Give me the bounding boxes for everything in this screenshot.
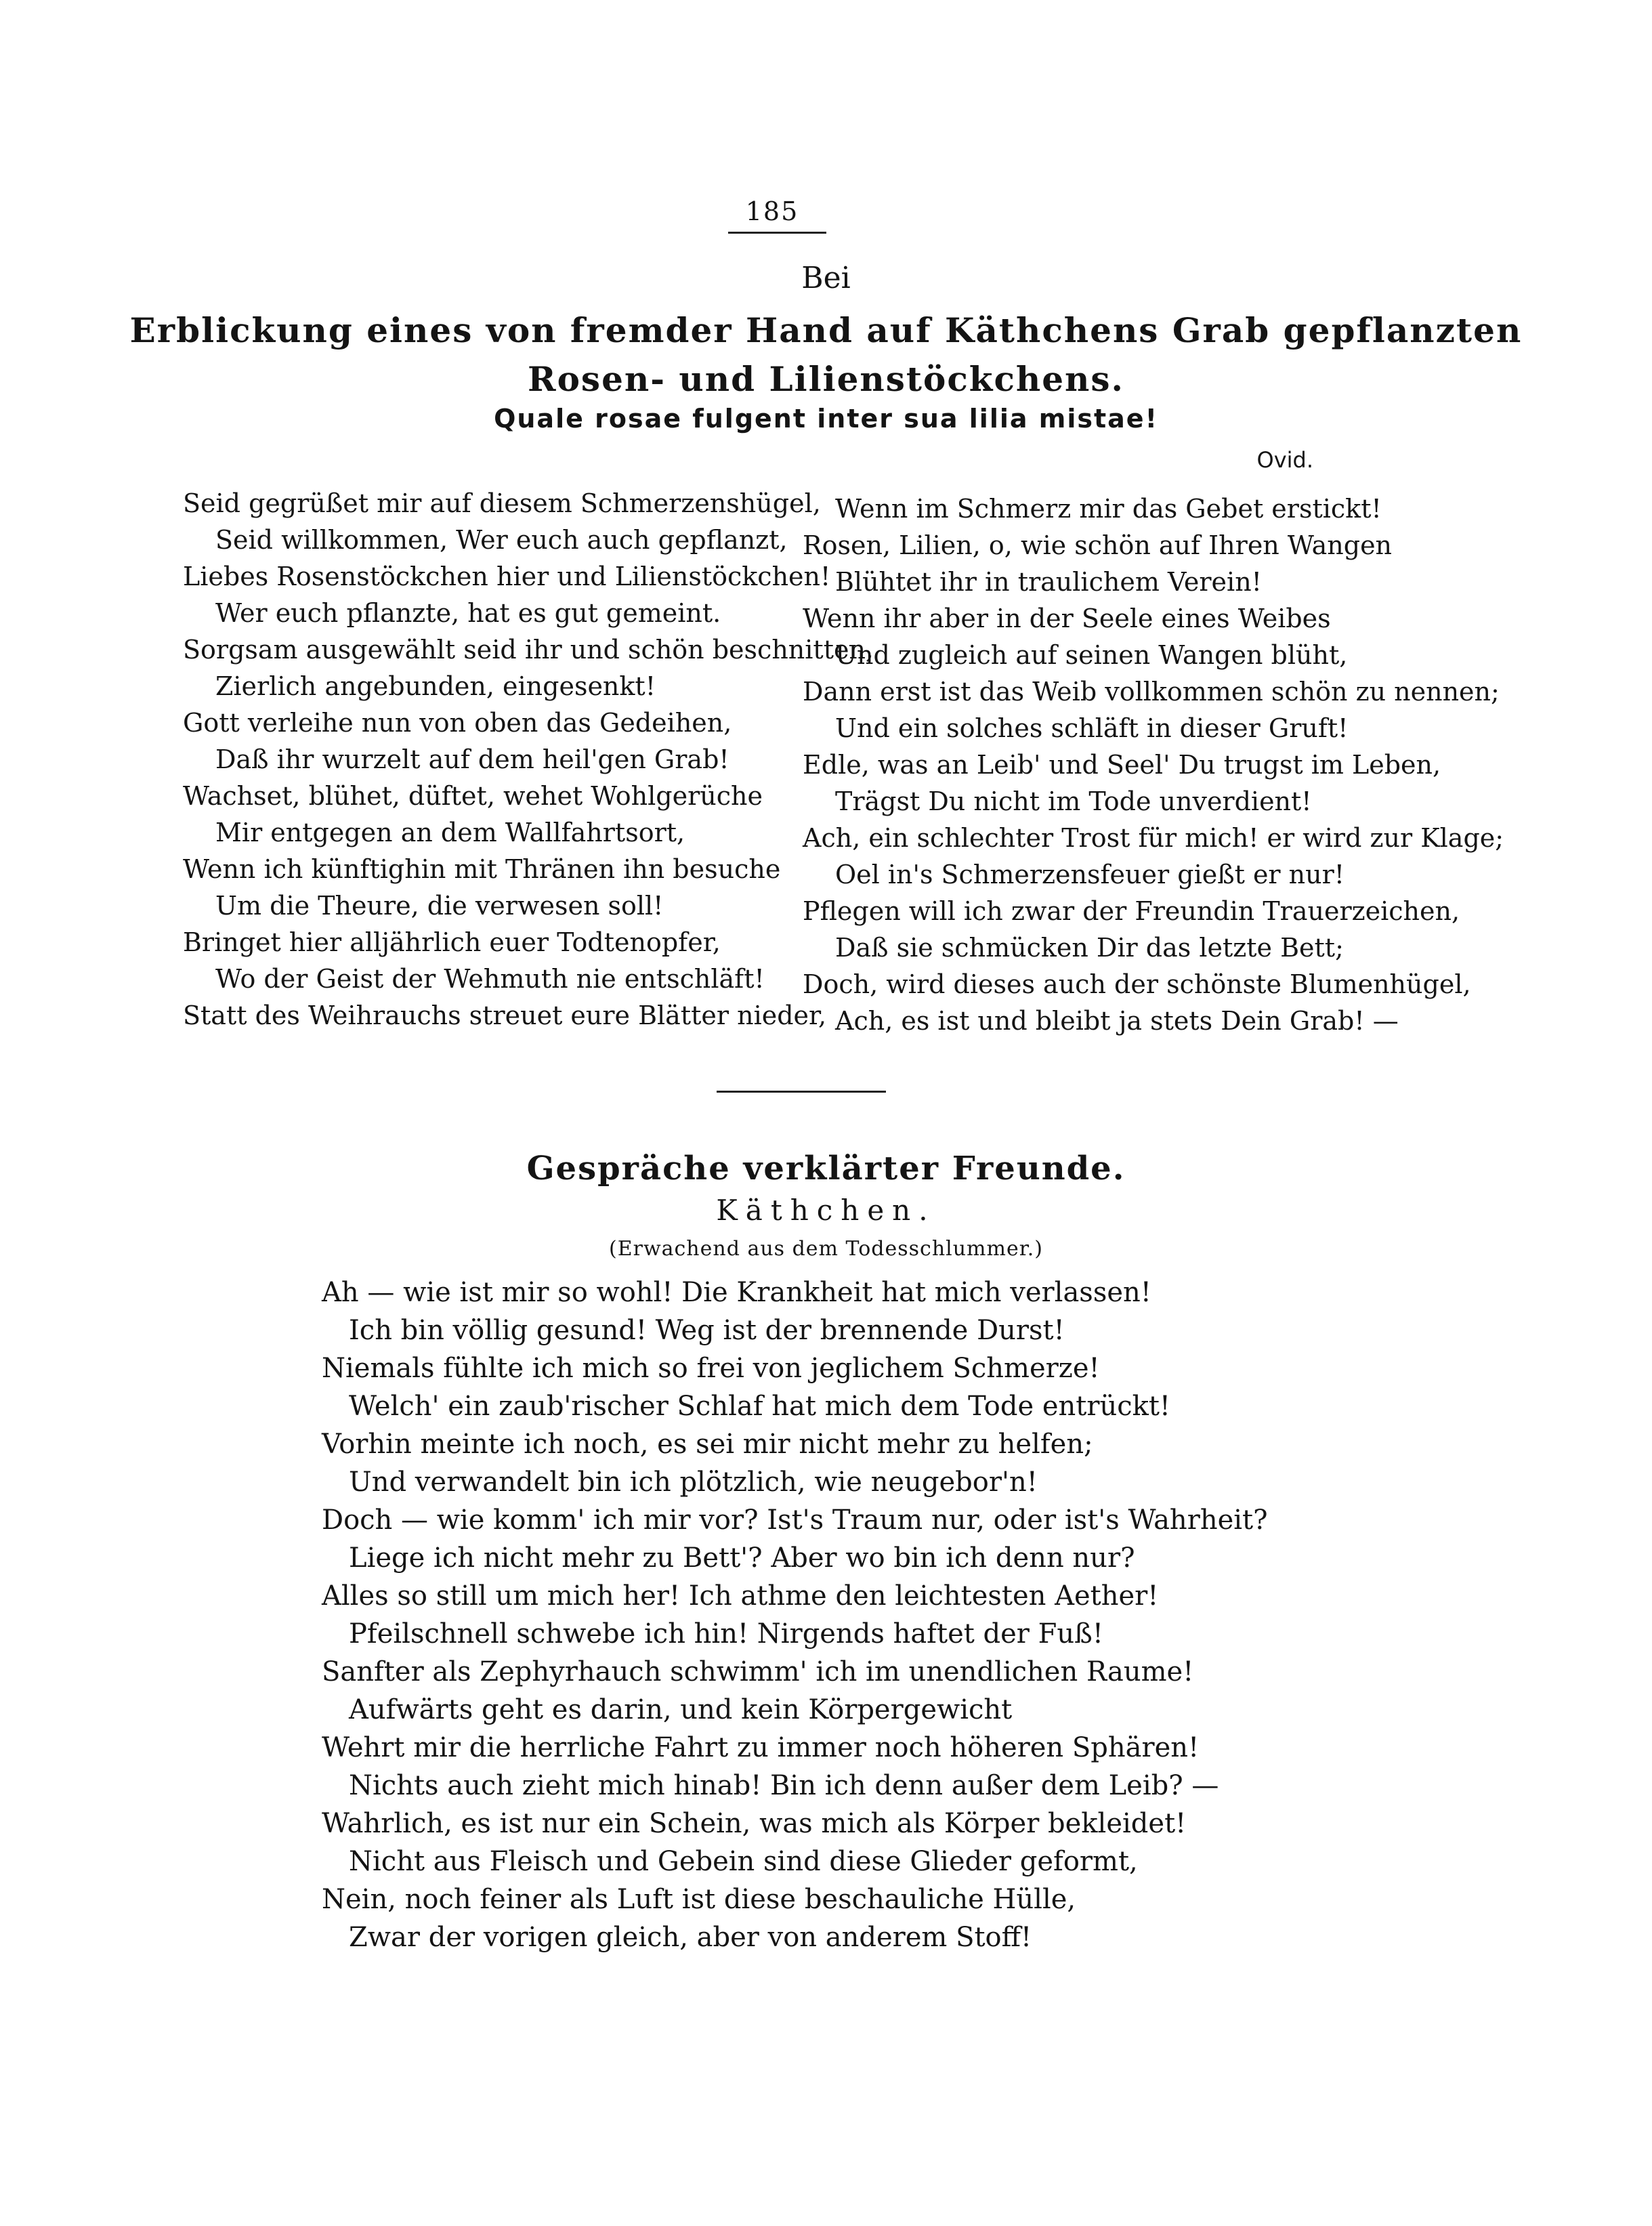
verse-line: Blühtet ihr in traulichem Verein! (835, 567, 1262, 597)
page-number-rule (728, 232, 826, 234)
verse-line: Sanfter als Zephyrhauch schwimm' ich im unendlichen Raume! (322, 1656, 1194, 1687)
verse-line: Trägst Du nicht im Tode unverdient! (835, 786, 1312, 816)
verse-line: Nicht aus Fleisch und Gebein sind diese Glieder geformt, (349, 1846, 1138, 1877)
verse-line: Und zugleich auf seinen Wangen blüht, (835, 640, 1348, 670)
verse-line: Ach, ein schlechter Trost für mich! er wird zur Klage; (803, 823, 1504, 853)
verse-line: Ach, es ist und bleibt ja stets Dein Grab! — (835, 1006, 1399, 1036)
verse-line: Vorhin meinte ich noch, es sei mir nicht mehr zu helfen; (322, 1429, 1093, 1460)
verse-line: Mir entgegen an dem Wallfahrtsort, (215, 818, 685, 847)
page-number: 185 (745, 196, 799, 226)
poem-left-column (183, 485, 874, 1034)
verse-line: Dann erst ist das Weib vollkommen schön zu nennen; (803, 677, 1500, 707)
verse-line: Gott verleihe nun von oben das Gedeihen, (183, 708, 732, 738)
verse-line: Oel in's Schmerzensfeuer gießt er nur! (835, 860, 1345, 889)
verse-line: Ich bin völlig gesund! Weg ist der brennende Durst! (349, 1315, 1065, 1346)
verse-line: Daß ihr wurzelt auf dem heil'gen Grab! (215, 744, 729, 774)
verse-line: Und ein solches schläft in dieser Gruft! (835, 713, 1349, 743)
stage-direction: (Erwachend aus dem Todesschlummer.) (609, 1237, 1043, 1261)
poem-title (0, 306, 1652, 404)
second-poem-lines (322, 1274, 1268, 1956)
poem-title-line-1: Erblickung eines von fremder Hand auf Käthchens Grab gepflanzten (129, 310, 1523, 350)
poem-title-line-2: Rosen- und Lilienstöckchens. (528, 359, 1124, 399)
verse-line: Pfeilschnell schwebe ich hin! Nirgends haftet der Fuß! (349, 1618, 1103, 1650)
verse-line: Wahrlich, es ist nur ein Schein, was mich als Körper bekleidet! (322, 1808, 1187, 1839)
verse-line: Liege ich nicht mehr zu Bett'? Aber wo bin ich denn nur? (349, 1542, 1135, 1574)
verse-line: Wachset, blühet, düftet, wehet Wohlgerüche (183, 781, 763, 811)
verse-line: Ah — wie ist mir so wohl! Die Krankheit hat mich verlassen! (322, 1277, 1151, 1308)
motto: Quale rosae fulgent inter sua lilia mistae! (494, 404, 1158, 434)
verse-line: Doch, wird dieses auch der schönste Blumenhügel, (803, 969, 1471, 999)
verse-line: Daß sie schmücken Dir das letzte Bett; (835, 933, 1344, 963)
second-poem-title: Gespräche verklärter Freunde. (526, 1150, 1126, 1188)
verse-line: Wer euch pflanzte, hat es gut gemeint. (215, 598, 721, 628)
verse-line: Edle, was an Leib' und Seel' Du trugst im Leben, (803, 750, 1441, 780)
verse-line: Niemals fühlte ich mich so frei von jeglichem Schmerze! (322, 1353, 1100, 1384)
verse-line: Zierlich angebunden, eingesenkt! (215, 671, 656, 701)
verse-line: Statt des Weihrauchs streuet eure Blätter nieder, (183, 1001, 827, 1030)
verse-line: Alles so still um mich her! Ich athme den leichtesten Aether! (322, 1580, 1159, 1612)
poem-title-preposition: Bei (801, 261, 851, 295)
verse-line: Aufwärts geht es darin, und kein Körpergewicht (349, 1694, 1013, 1725)
verse-line: Wo der Geist der Wehmuth nie entschläft! (215, 964, 765, 994)
verse-line: Zwar der vorigen gleich, aber von anderem Stoff! (349, 1922, 1032, 1953)
verse-line: Seid gegrüßet mir auf diesem Schmerzenshügel, (183, 488, 821, 518)
verse-line: Rosen, Lilien, o, wie schön auf Ihren Wangen (803, 530, 1393, 560)
verse-line: Pflegen will ich zwar der Freundin Trauerzeichen, (803, 896, 1460, 926)
verse-line: Um die Theure, die verwesen soll! (215, 891, 664, 921)
verse-line: Welch' ein zaub'rischer Schlaf hat mich dem Tode entrückt! (349, 1391, 1171, 1422)
poem-right-column (803, 490, 1504, 1039)
verse-line: Wenn ich künftighin mit Thränen ihn besuche (183, 854, 781, 884)
verse-line: Und verwandelt bin ich plötzlich, wie neugebor'n! (349, 1467, 1038, 1498)
verse-line: Liebes Rosenstöckchen hier und Lilienstöckchen! (183, 562, 831, 591)
motto-author: Ovid. (1256, 447, 1313, 473)
verse-line: Wehrt mir die herrliche Fahrt zu immer noch höheren Sphären! (322, 1732, 1200, 1763)
verse-line: Nein, noch feiner als Luft ist diese beschauliche Hülle, (322, 1884, 1076, 1915)
speaker-name: Käthchen. (716, 1194, 936, 1227)
verse-line: Doch — wie komm' ich mir vor? Ist's Traum nur, oder ist's Wahrheit? (322, 1505, 1268, 1536)
verse-line: Bringet hier alljährlich euer Todtenopfer, (183, 927, 721, 957)
verse-line: Wenn ihr aber in der Seele eines Weibes (803, 604, 1331, 633)
verse-line: Sorgsam ausgewählt seid ihr und schön beschnitten, (183, 635, 874, 665)
section-divider (717, 1091, 886, 1093)
verse-line: Nichts auch zieht mich hinab! Bin ich denn außer dem Leib? — (349, 1770, 1219, 1801)
verse-line: Seid willkommen, Wer euch auch gepflanzt, (215, 525, 788, 555)
verse-line: Wenn im Schmerz mir das Gebet erstickt! (835, 494, 1382, 524)
